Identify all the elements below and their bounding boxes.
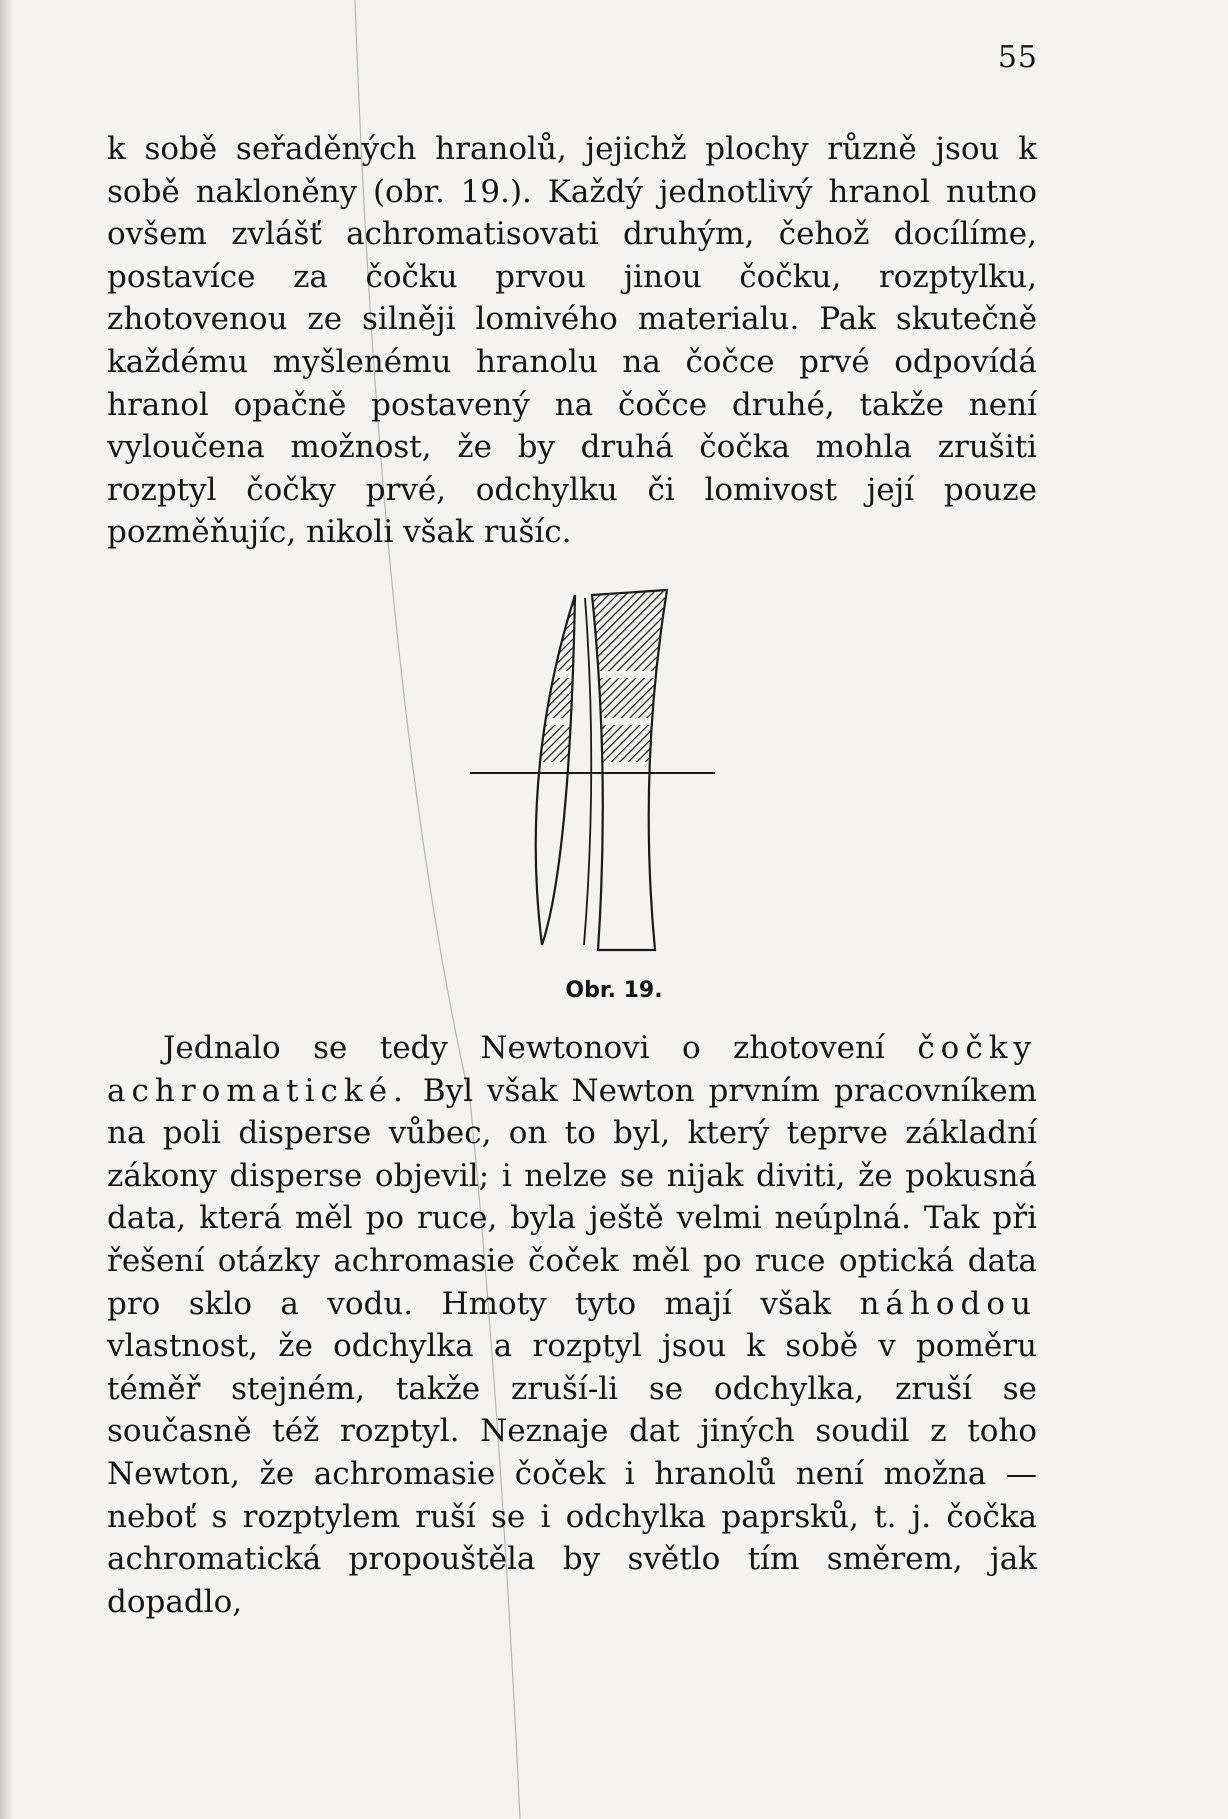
achromatic-lens-diagram xyxy=(470,580,730,970)
paragraph-2-text-a: Jednalo se tedy Newtonovi o zhotovení xyxy=(163,1030,918,1066)
emphasis-achromatic-lens: čočky achromatické. xyxy=(107,1030,1037,1109)
paragraph-2 xyxy=(107,1027,1037,1623)
figure-caption: Obr. 19. xyxy=(565,978,663,1003)
lens-contact-line xyxy=(584,598,591,945)
convex-lens-prisms xyxy=(510,595,590,762)
page-edge-shadow xyxy=(0,0,14,1819)
paragraph-2-text-c: vlastnost, že odchylka a rozptyl jsou k sobě v poměru téměř stejném, takže zruší-li se odchylka, zruší se současně též rozptyl. Neznaje dat jiných soudil z toho Newton, že achromasie čoček i hranolů není možna — neboť s rozptylem ruší se i odchylka paprsků, t. j. čočka achromatická propouštěla by světlo tím směrem, jak dopadlo, xyxy=(107,1328,1037,1620)
paragraph-1: k sobě seřaděných hranolů, jejichž plochy různě jsou k sobě nakloněny (obr. 19.). Každý jednotlivý hranol nutno ovšem zvlášť achromatisovati druhým, čehož docílíme, postavíce za čočku prvou jinou čočku, rozptylku, zhotovenou ze silněji lomivého materialu. Pak skutečně každému myšlenému hranolu na čočce prvé odpovídá hranol opačně postavený na čočce druhé, takže není vyloučena možnost, že by druhá čočka mohla zrušiti rozptyl čočky prvé, odchylku či lomivost její pouze pozměňujíc, nikoli však rušíc. xyxy=(107,131,1037,551)
page-number: 55 xyxy=(997,40,1038,75)
lens-figure xyxy=(470,580,730,970)
emphasis-by-chance: náhodou xyxy=(859,1285,1037,1322)
paragraph-2-text-b: Byl však Newton prvním pracovníkem na poli disperse vůbec, on to byl, který teprve základní zákony disperse objevil; i nelze se nijak diviti, že pokusná data, která měl po ruce, byla ještě velmi neúplná. Tak při řešení otázky achromasie čoček měl po ruce optická data pro sklo a vodu. Hmoty tyto mají však xyxy=(107,1072,1037,1322)
